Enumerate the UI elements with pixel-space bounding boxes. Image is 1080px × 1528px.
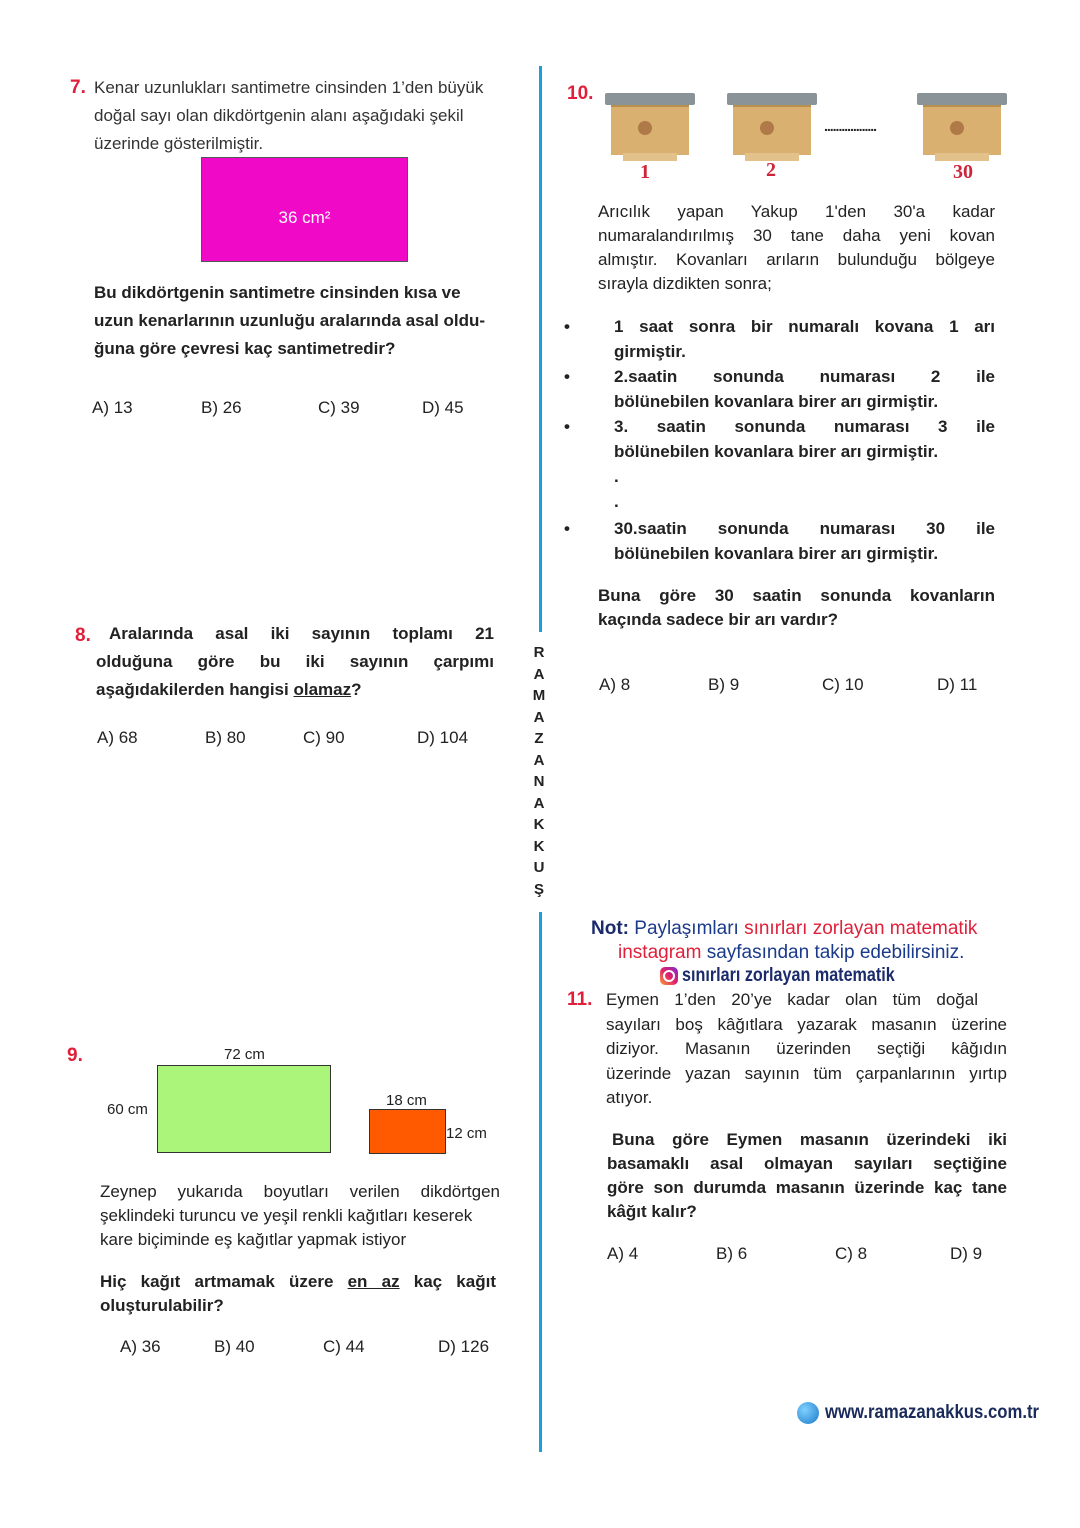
q10-bullet-list (580, 314, 995, 566)
hive-ellipsis: .................. (824, 118, 877, 134)
q10-option-a[interactable]: A) 8 (599, 675, 631, 694)
q10-bullet (580, 516, 995, 566)
q11-stem-line: atıyor. (606, 1088, 653, 1107)
q7-stem (94, 74, 524, 158)
q11-question-line: basamaklı asal olmayan sayıları seçtiğine (607, 1154, 1007, 1173)
q11-question (607, 1128, 1007, 1224)
bullet-line: • 3. saatin sonunda numarası 3 ile (614, 417, 995, 436)
q9-green-top-label: 72 cm (224, 1046, 265, 1063)
q7-question-line: uzun kenarlarının uzunluğu aralarında asal oldu- (94, 311, 486, 330)
q10-option-b[interactable]: B) 9 (708, 675, 740, 694)
q8-stem (96, 620, 494, 704)
vertical-letter: A (533, 708, 545, 726)
q11-number: 11. (567, 989, 593, 1010)
bullet-line: • 1 saat sonra bir numaralı kovana 1 arı (614, 317, 995, 336)
vertical-letter: A (533, 751, 545, 769)
hive-label: 2 (766, 159, 776, 181)
q10-ellipsis-dot: . (614, 492, 619, 511)
q10-stem-line: almıştır. Kovanları arıların bulunduğu bölgeye (598, 250, 995, 269)
website-link[interactable] (797, 1402, 1068, 1424)
q10-stem-line: Arıcılık yapan Yakup 1'den 30'a kadar (598, 202, 995, 221)
q11-option-b[interactable]: B) 6 (716, 1244, 748, 1263)
vertical-letter: K (533, 837, 545, 855)
q8-options (97, 728, 468, 748)
note-text: sayfasından takip edebilirsiniz. (706, 942, 965, 963)
q11-question-line: göre son durumda masanın üzerinde kaç tane (607, 1178, 1007, 1197)
note-label: Not: (591, 918, 629, 939)
vertical-letter: U (533, 859, 545, 876)
q9-green-side-label: 60 cm (107, 1101, 148, 1118)
q10-bullet (580, 364, 995, 414)
q7-question-line: ğuna göre çevresi kaç santimetredir? (94, 339, 396, 358)
vertical-letter: R (533, 644, 545, 661)
vertical-letter: A (533, 665, 545, 683)
q7-option-d[interactable]: D) 45 (422, 398, 464, 417)
vertical-letter: K (533, 816, 545, 833)
q9-orange-top-label: 18 cm (386, 1092, 427, 1109)
bullet-line: bölünebilen kovanlara birer arı girmiştir. (614, 442, 939, 461)
q7-area-label: 36 cm² (278, 208, 331, 227)
q8-option-a[interactable]: A) 68 (97, 728, 138, 747)
bullet-line: • 30.saatin sonunda numarası 30 ile (614, 519, 995, 538)
q7-option-a[interactable]: A) 13 (92, 398, 133, 417)
q8-line: Aralarında asal iki sayının toplamı 21 (109, 624, 494, 643)
q9-stem (100, 1180, 500, 1252)
q11-option-d[interactable]: D) 9 (950, 1244, 983, 1263)
q10-option-d[interactable]: D) 11 (937, 675, 978, 694)
q10-number: 10. (567, 83, 594, 104)
q11-question-line: kâğıt kalır? (607, 1202, 697, 1221)
q11-option-a[interactable]: A) 4 (607, 1244, 639, 1263)
q7-number: 7. (70, 77, 86, 98)
q11-options (607, 1244, 982, 1264)
column-divider-bottom (539, 912, 542, 1452)
vertical-letter: N (533, 773, 545, 790)
q9-green-rectangle (157, 1065, 331, 1153)
q7-question (94, 279, 524, 363)
vertical-letter: M (532, 687, 546, 704)
q10-bullet (580, 414, 995, 464)
q8-underlined-word: olamaz (293, 680, 352, 699)
vertical-letter: Ş (533, 880, 544, 898)
q11-stem-line: üzerinde yazan sayının tüm çarpanlarının yırtıp (606, 1063, 1007, 1083)
q7-option-b[interactable]: B) 26 (201, 398, 242, 417)
q8-line: aşağıdakilerden hangisi (96, 680, 289, 699)
q7-stem-line: Kenar uzunlukları santimetre cinsinden 1’den büyük (94, 78, 484, 97)
beehive-image (917, 93, 1007, 163)
q9-option-c[interactable]: C) 44 (323, 1337, 365, 1356)
q11-stem-line: sayıları boş kâğıtlara yazarak masanın üzerine (606, 1014, 1007, 1034)
instagram-note (591, 917, 977, 965)
note-text: Paylaşımları (634, 918, 739, 939)
q7-stem-line: doğal sayı olan dikdörtgenin alanı aşağıdaki şekil (94, 106, 464, 125)
bullet-line: bölünebilen kovanlara birer arı girmiştir. (614, 392, 939, 411)
beehive-image (605, 93, 695, 163)
q9-orange-rectangle (369, 1109, 446, 1154)
q9-number: 9. (67, 1045, 83, 1066)
q10-option-c[interactable]: C) 10 (822, 675, 864, 694)
vertical-letter: Z (534, 730, 544, 747)
q9-options (120, 1337, 489, 1357)
note-highlight: sınırları zorlayan matematik (744, 918, 978, 939)
q10-ellipsis-dot: . (614, 467, 619, 486)
q8-option-d[interactable]: D) 104 (417, 728, 469, 747)
bullet-line: girmiştir. (614, 342, 686, 361)
note-highlight: instagram (618, 942, 702, 963)
vertical-letter: A (533, 794, 545, 812)
website-url: www.ramazanakkus.com.tr (825, 1402, 1040, 1423)
hive-label: 1 (640, 161, 650, 183)
q8-line: olduğuna göre bu iki sayının çarpımı (96, 652, 494, 671)
q11-question-line: Buna göre Eymen masanın üzerindeki iki (612, 1130, 1007, 1149)
instagram-handle-text: sınırları zorlayan matematik (682, 965, 895, 986)
q10-question (598, 584, 995, 632)
q9-option-d[interactable]: D) 126 (438, 1337, 490, 1356)
instagram-handle[interactable] (660, 965, 932, 987)
q7-stem-line: üzerinde gösterilmiştir. (94, 134, 264, 153)
q9-stem-line: şeklindeki turuncu ve yeşil renkli kağıtları keserek (100, 1206, 473, 1225)
q10-bullet (580, 314, 995, 364)
q7-question-line: Bu dikdörtgenin santimetre cinsinden kısa ve (94, 283, 461, 302)
q9-question-part: kaç kağıt (413, 1272, 496, 1291)
q10-options (599, 675, 977, 695)
q7-options (92, 398, 464, 418)
q8-option-b[interactable]: B) 80 (205, 728, 246, 747)
q9-stem-line: Zeynep yukarıda boyutları verilen dikdörtgen (100, 1182, 500, 1201)
q9-option-b[interactable]: B) 40 (214, 1337, 255, 1356)
q11-stem-line: Eymen 1’den 20’ye kadar olan tüm doğal (606, 990, 978, 1009)
q9-question-line: oluşturulabilir? (100, 1296, 224, 1315)
q7-option-c[interactable]: C) 39 (318, 398, 360, 417)
instagram-icon (660, 967, 678, 985)
bullet-line: bölünebilen kovanlara birer arı girmiştir. (614, 544, 939, 563)
q11-option-c[interactable]: C) 8 (835, 1244, 868, 1263)
beehive-image (727, 93, 817, 163)
q10-stem-line: numaralandırılmış 30 tane daha yeni kovan (598, 226, 995, 245)
hive-label: 30 (953, 161, 973, 183)
bullet-line: • 2.saatin sonunda numarası 2 ile (614, 367, 995, 386)
q9-question (100, 1270, 496, 1318)
q10-stem-line: sırayla dizdikten sonra; (598, 274, 772, 293)
q7-rectangle (201, 157, 408, 262)
column-divider-top (539, 66, 542, 632)
q9-stem-line: kare biçiminde eş kağıtlar yapmak istiyor (100, 1230, 407, 1249)
q9-option-a[interactable]: A) 36 (120, 1337, 161, 1356)
q11-stem (606, 988, 1007, 1111)
q9-orange-side-label: 12 cm (446, 1125, 487, 1142)
q11-stem-line: diziyor. Masanın üzerinden seçtiği kâğıdın (606, 1039, 1007, 1058)
q8-option-c[interactable]: C) 90 (303, 728, 345, 747)
q8-number: 8. (75, 625, 91, 646)
globe-icon (797, 1402, 819, 1424)
author-vertical-text (532, 642, 546, 900)
q9-question-part: Hiç kağıt artmamak üzere (100, 1272, 334, 1291)
q10-stem (598, 200, 995, 296)
q10-question-line: Buna göre 30 saatin sonunda kovanların (598, 586, 995, 605)
q10-question-line: kaçında sadece bir arı vardır? (598, 610, 839, 629)
q8-line-end: ? (351, 680, 362, 699)
q9-underlined-text: en az (347, 1272, 400, 1291)
